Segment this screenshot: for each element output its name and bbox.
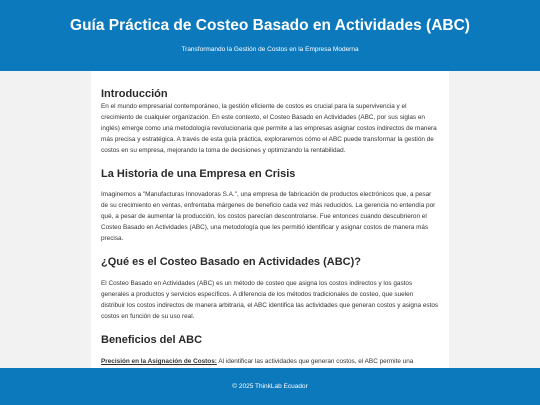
section-body-introduccion: En el mundo empresarial contemporáneo, la gestión eficiente de costos es crucial para la supervivencia y el crecimiento de cualquier organización. En este contexto, el Costeo Basado en Actividades (ABC, por sus siglas en inglés) emerge como una metodología revolucionaria que permite a las empresas asignar costos indirectos de manera más precisa y estratégica. A través de esta guía práctica, exploraremos cómo el ABC puede transformar la gestión de costos en su empresa, mejorando la toma de decisiones y optimizando la rentabilidad. [101,103,437,154]
footer-text: © 2025 ThinkLab Ecuador [232,383,308,390]
section-title-historia: La Historia de una Empresa en Crisis [101,168,296,180]
section-body-que-es-abc: El Costeo Basado en Actividades (ABC) es un método de costeo que asigna los costos indirectos y los gastos generales a productos y servicios específicos. A diferencia de los métodos tradicionales de costeo, que suelen distribuir los costos indirectos de manera arbitraria, el ABC identifica las actividades que generan costos y asigna estos costos en función de su uso real. [101,280,439,320]
main-content[interactable] [91,71,449,368]
article [91,71,449,367]
page-title: Guía Práctica de Costeo Basado en Actividades (ABC) [70,17,470,34]
header-banner [0,0,540,71]
section-body-historia: Imaginemos a "Manufacturas Innovadoras S.A.", una empresa de fabricación de productos electrónicos que, a pesar de su crecimiento en ventas, enfrentaba márgenes de beneficio cada vez más reducidos. La gerencia no entendía por qué, a pesar de aumentar la producción, los costos parecían descontrolarse. Fue entonces cuando descubrieron el Costeo Basado en Actividades (ABC), una metodología que les permitió identificar y asignar costos de manera más precisa. [101,191,436,242]
footer [0,368,540,405]
section-body-beneficios [101,356,439,367]
section-title-introduccion: Introducción [101,88,168,100]
page-subtitle: Transformando la Gestión de Costos en la Empresa Moderna [181,46,359,53]
benefit-lead: Precisión en la Asignación de Costos: [101,358,217,365]
section-title-beneficios: Beneficios del ABC [101,334,203,346]
benefit-text: Al identificar las actividades que generan costos, el ABC permite una [216,358,414,365]
section-title-que-es-abc: ¿Qué es el Costeo Basado en Actividades (ABC)? [101,256,361,268]
